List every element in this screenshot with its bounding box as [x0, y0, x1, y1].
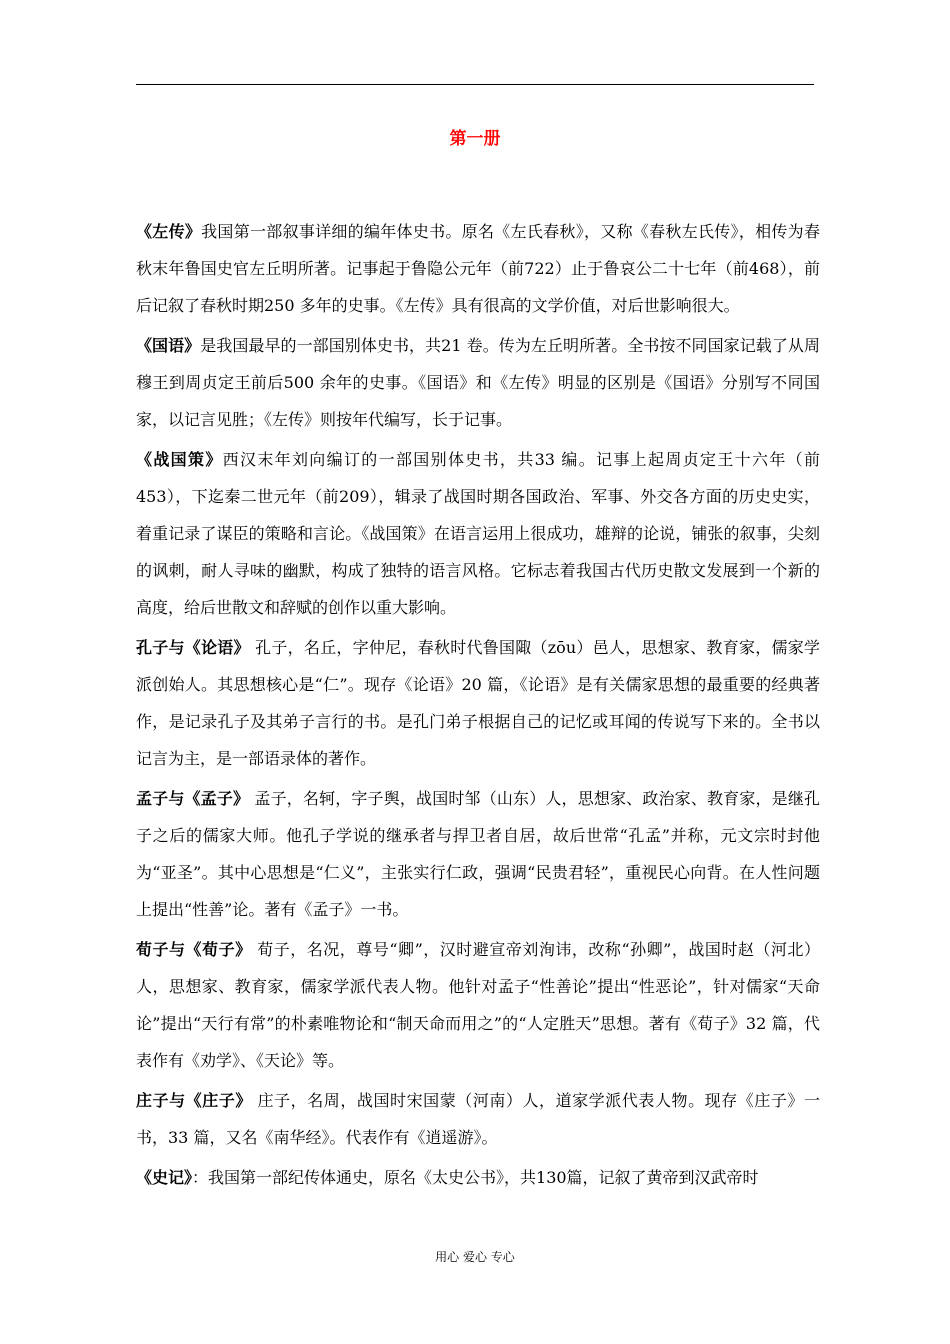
entry-paragraph — [136, 629, 820, 777]
entry-term: 《国语》 — [136, 336, 201, 355]
entry-text: 西汉末年刘向编订的一部国别体史书，共33 编。记事上起周贞定王十六年（前453），下迄秦二世元年（前209），辑录了战国时期各国政治、军事、外交各方面的历史史实，着重记录了谋臣的策略和言论。《战国策》在语言运用上很成功，雄辩的论说，铺张的叙事，尖刻的讽刺，耐人寻味的幽默，构成了独特的语言风格。它标志着我国古代历史散文发展到一个新的高度，给后世散文和辞赋的创作以重大影响。 — [136, 450, 820, 617]
page-title: 第一册 — [449, 129, 501, 149]
entry-term: 《战国策》 — [136, 450, 223, 469]
document-body — [136, 213, 820, 1199]
page-footer: 用心 爱心 专心 — [435, 1250, 515, 1264]
entry-text: ：我国第一部纪传体通史，原名《太史公书》，共130篇，记叙了黄帝到汉武帝时 — [192, 1168, 759, 1187]
entry-text: 是我国最早的一部国别体史书，共21 卷。传为左丘明所著。全书按不同国家记载了从周穆王到周贞定王前后500 余年的史事。《国语》和《左传》明显的区别是《国语》分别写不同国家，以记言见胜；《左传》则按年代编写，长于记事。 — [136, 336, 820, 429]
entry-text: 孟子，名轲，字子舆，战国时邹（山东）人，思想家、政治家、教育家，是继孔子之后的儒家大师。他孔子学说的继承者与捍卫者自居，故后世常“孔孟”并称，元文宗时封他为“亚圣”。其中心思想是“仁义”，主张实行仁政，强调“民贵君轻”，重视民心向背。在人性问题上提出“性善”论。著有《孟子》一书。 — [136, 789, 820, 919]
entry-term: 庄子与《庄子》 — [136, 1091, 252, 1110]
entry-paragraph — [136, 931, 820, 1079]
entry-term: 孔子与《论语》 — [136, 638, 250, 657]
entry-text: 庄子，名周，战国时宋国蒙（河南）人，道家学派代表人物。现存《庄子》一书，33 篇，又名《南华经》。代表作有《逍遥游》。 — [136, 1091, 820, 1147]
entry-text: 荀子，名况，尊号“卿”，汉时避宣帝刘洵讳，改称“孙卿”，战国时赵（河北）人，思想家、教育家，儒家学派代表人物。他针对孟子“性善论”提出“性恶论”，针对儒家“天命论”提出“天行有常”的朴素唯物论和“制天命而用之”的“人定胜天”思想。著有《荀子》32 篇，代表作有《劝学》、《天论》等。 — [136, 940, 820, 1070]
header-rule — [136, 84, 814, 85]
entry-term: 荀子与《荀子》 — [136, 940, 252, 959]
entry-paragraph — [136, 213, 820, 324]
entry-term: 《左传》 — [136, 222, 202, 241]
entry-paragraph — [136, 1159, 820, 1196]
entry-paragraph — [136, 441, 820, 626]
entry-term: 《史记》 — [136, 1168, 193, 1187]
entry-text: 孔子，名丘，字仲尼，春秋时代鲁国陬（zōu）邑人，思想家、教育家，儒家学派创始人。其思想核心是“仁”。现存《论语》20 篇，《论语》是有关儒家思想的最重要的经典著作，是记录孔子及其弟子言行的书。是孔门弟子根据自己的记忆或耳闻的传说写下来的。全书以记言为主，是一部语录体的著作。 — [136, 638, 820, 768]
entry-text: 我国第一部叙事详细的编年体史书。原名《左氏春秋》，又称《春秋左氏传》，相传为春秋末年鲁国史官左丘明所著。记事起于鲁隐公元年（前722）止于鲁哀公二十七年（前468），前后记叙了春秋时期250 多年的史事。《左传》具有很高的文学价值，对后世影响很大。 — [136, 222, 820, 315]
entry-paragraph — [136, 327, 820, 438]
entry-paragraph — [136, 780, 820, 928]
entry-term: 孟子与《孟子》 — [136, 789, 250, 808]
entry-paragraph — [136, 1082, 820, 1156]
